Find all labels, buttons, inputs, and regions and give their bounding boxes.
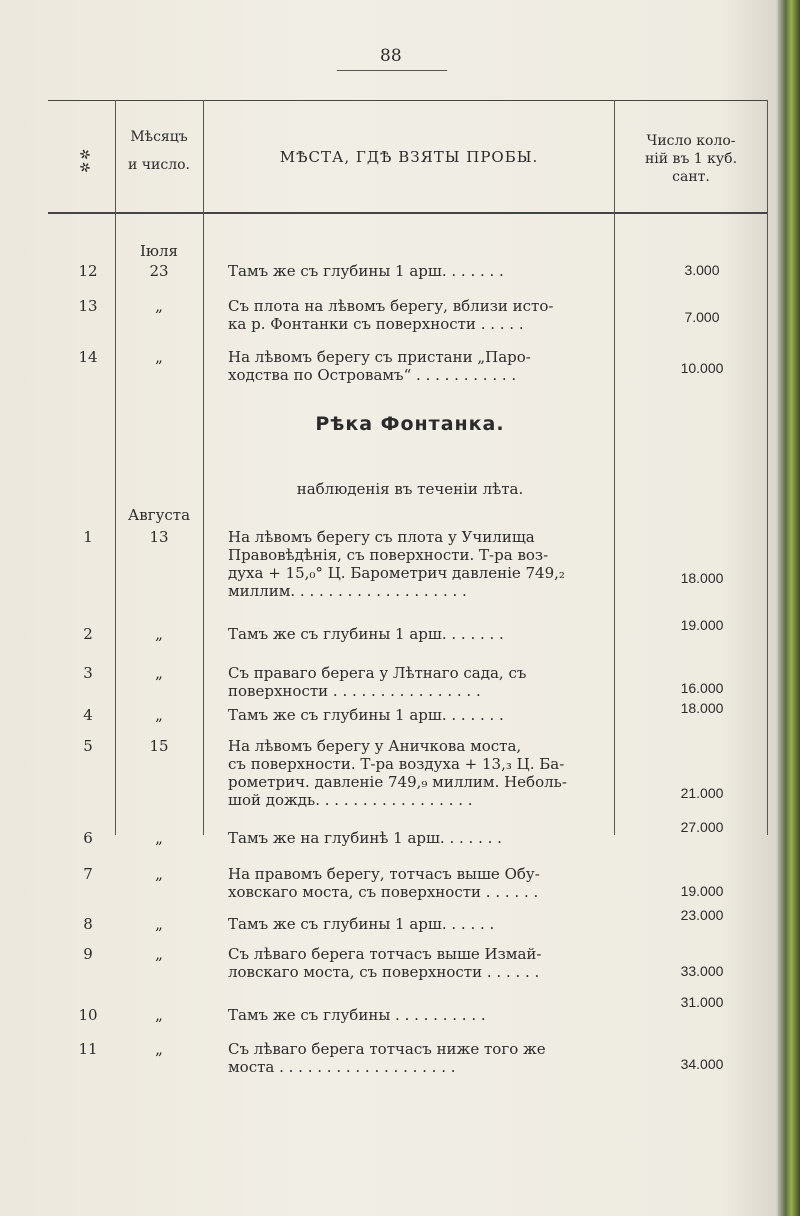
row-description	[228, 528, 618, 600]
row-description-line: поверхности . . . . . . . . . . . . . . . .	[228, 682, 481, 700]
row-colony-count: 18.000	[680, 700, 724, 716]
row-day: 15	[149, 737, 169, 755]
row-colony-count: 27.000	[680, 819, 724, 835]
row-day: „	[155, 945, 163, 963]
row-colony-count: 10.000	[680, 360, 724, 376]
row-colony-count: 19.000	[680, 617, 724, 633]
row-colony-count: 19.000	[680, 883, 724, 899]
row-number: 4	[83, 706, 93, 724]
row-colony-count: 18.000	[680, 570, 724, 586]
header-mark-1: ✲	[77, 146, 94, 165]
row-description-line: шой дождь. . . . . . . . . . . . . . . . .	[228, 791, 473, 809]
header-places: МѢСТА, ГДѢ ВЗЯТЫ ПРОБЫ.	[279, 148, 539, 166]
row-description-line: Съ лѣваго берега тотчасъ выше Измай-	[228, 945, 542, 963]
row-description-line: На лѣвомъ берегу съ пристани „Паро-	[228, 348, 531, 366]
row-description-line: рометрич. давленiе 749,₉ миллим. Неболь-	[228, 773, 567, 791]
row-description-line: ходства по Островамъ“ . . . . . . . . . . .	[228, 366, 517, 384]
row-description	[228, 348, 618, 384]
row-description	[228, 737, 618, 809]
header-bottom-rule	[48, 212, 768, 214]
row-description-line: На лѣвомъ берегу съ плота у Училища	[228, 528, 535, 546]
row-colony-count: 33.000	[680, 963, 724, 979]
row-day: 13	[149, 528, 169, 546]
row-number: 2	[83, 625, 93, 643]
row-month: Августа	[127, 506, 191, 524]
col-divider-4	[767, 100, 768, 835]
row-number: 1	[83, 528, 93, 546]
table-top-rule	[48, 100, 768, 101]
row-description-line: ховскаго моста, съ поверхности . . . . . .	[228, 883, 539, 901]
row-day: „	[155, 915, 163, 933]
row-number: 10	[78, 1006, 98, 1024]
row-colony-count: 31.000	[680, 994, 724, 1010]
row-day: „	[155, 348, 163, 366]
row-description-line: Тамъ же съ глубины 1 арш. . . . . . .	[228, 625, 504, 643]
row-description-line: ка р. Фонтанки съ поверхности . . . . .	[228, 315, 524, 333]
row-description-line: Тамъ же съ глубины 1 арш. . . . . .	[228, 915, 495, 933]
row-number: 11	[78, 1040, 98, 1058]
row-day: „	[155, 829, 163, 847]
row-number: 12	[78, 262, 98, 280]
row-description-line: На лѣвомъ берегу у Аничкова моста,	[228, 737, 522, 755]
row-description-line: Правовѣдѣнiя, съ поверхности. Т-ра воз-	[228, 546, 549, 564]
row-description	[228, 1040, 618, 1076]
row-description	[228, 829, 618, 847]
row-colony-count: 16.000	[680, 680, 724, 696]
row-description-line: духа + 15,₀° Ц. Барометрич давленiе 749,₂	[228, 564, 565, 582]
row-day: „	[155, 664, 163, 682]
row-description-line: миллим. . . . . . . . . . . . . . . . . . .	[228, 582, 467, 600]
row-description-line: Съ плота на лѣвомъ берегу, вблизи исто-	[228, 297, 554, 315]
row-description	[228, 625, 618, 643]
row-description-line: Съ праваго берега у Лѣтнаго сада, съ	[228, 664, 527, 682]
row-month: Iюля	[140, 242, 178, 260]
section-subtitle: наблюденiя въ теченiи лѣта.	[296, 480, 524, 498]
row-description	[228, 297, 618, 333]
row-number: 14	[78, 348, 98, 366]
row-description-line: Съ лѣваго берега тотчасъ ниже того же	[228, 1040, 546, 1058]
row-colony-count: 34.000	[680, 1056, 724, 1072]
row-day: „	[155, 625, 163, 643]
row-description	[228, 945, 618, 981]
col-divider-3	[614, 100, 615, 835]
row-day: „	[155, 1006, 163, 1024]
row-description-line: Тамъ же съ глубины . . . . . . . . . .	[228, 1006, 486, 1024]
row-description-line: моста . . . . . . . . . . . . . . . . . . .	[228, 1058, 456, 1076]
header-colonies: Число коло- нiй въ 1 куб. сант.	[644, 133, 738, 185]
row-number: 6	[83, 829, 93, 847]
row-colony-count: 23.000	[680, 907, 724, 923]
row-colony-count: 3.000	[684, 262, 720, 278]
section-title: Рѣка Фонтанка.	[315, 413, 505, 435]
col-divider-2	[203, 100, 204, 835]
row-description-line: На правомъ берегу, тотчасъ выше Обу-	[228, 865, 540, 883]
row-day: „	[155, 865, 163, 883]
page-number: 88	[380, 46, 402, 66]
row-description-line: Тамъ же съ глубины 1 арш. . . . . . .	[228, 262, 504, 280]
header-mark-2: ✲	[77, 159, 94, 178]
row-colony-count: 21.000	[680, 785, 724, 801]
row-number: 8	[83, 915, 93, 933]
row-description	[228, 1006, 618, 1024]
page-edge	[778, 0, 800, 1216]
header-month-day: Мѣсяцъ и число.	[128, 129, 190, 173]
row-number: 9	[83, 945, 93, 963]
row-number: 7	[83, 865, 93, 883]
row-description	[228, 262, 618, 280]
row-description	[228, 865, 618, 901]
page-number-rule	[337, 70, 447, 71]
row-day: „	[155, 1040, 163, 1058]
row-number: 13	[78, 297, 98, 315]
row-day: „	[155, 297, 163, 315]
row-day: „	[155, 706, 163, 724]
row-number: 5	[83, 737, 93, 755]
row-day: 23	[149, 262, 169, 280]
row-description-line: Тамъ же съ глубины 1 арш. . . . . . .	[228, 706, 504, 724]
row-description	[228, 664, 618, 700]
row-number: 3	[83, 664, 93, 682]
row-description-line: съ поверхности. Т-ра воздуха + 13,₃ Ц. Ба-	[228, 755, 565, 773]
row-description-line: ловскаго моста, съ поверхности . . . . . .	[228, 963, 540, 981]
row-description	[228, 706, 618, 724]
col-divider-1	[115, 100, 116, 835]
row-description	[228, 915, 618, 933]
row-colony-count: 7.000	[684, 309, 720, 325]
row-description-line: Тамъ же на глубинѣ 1 арш. . . . . . .	[228, 829, 502, 847]
